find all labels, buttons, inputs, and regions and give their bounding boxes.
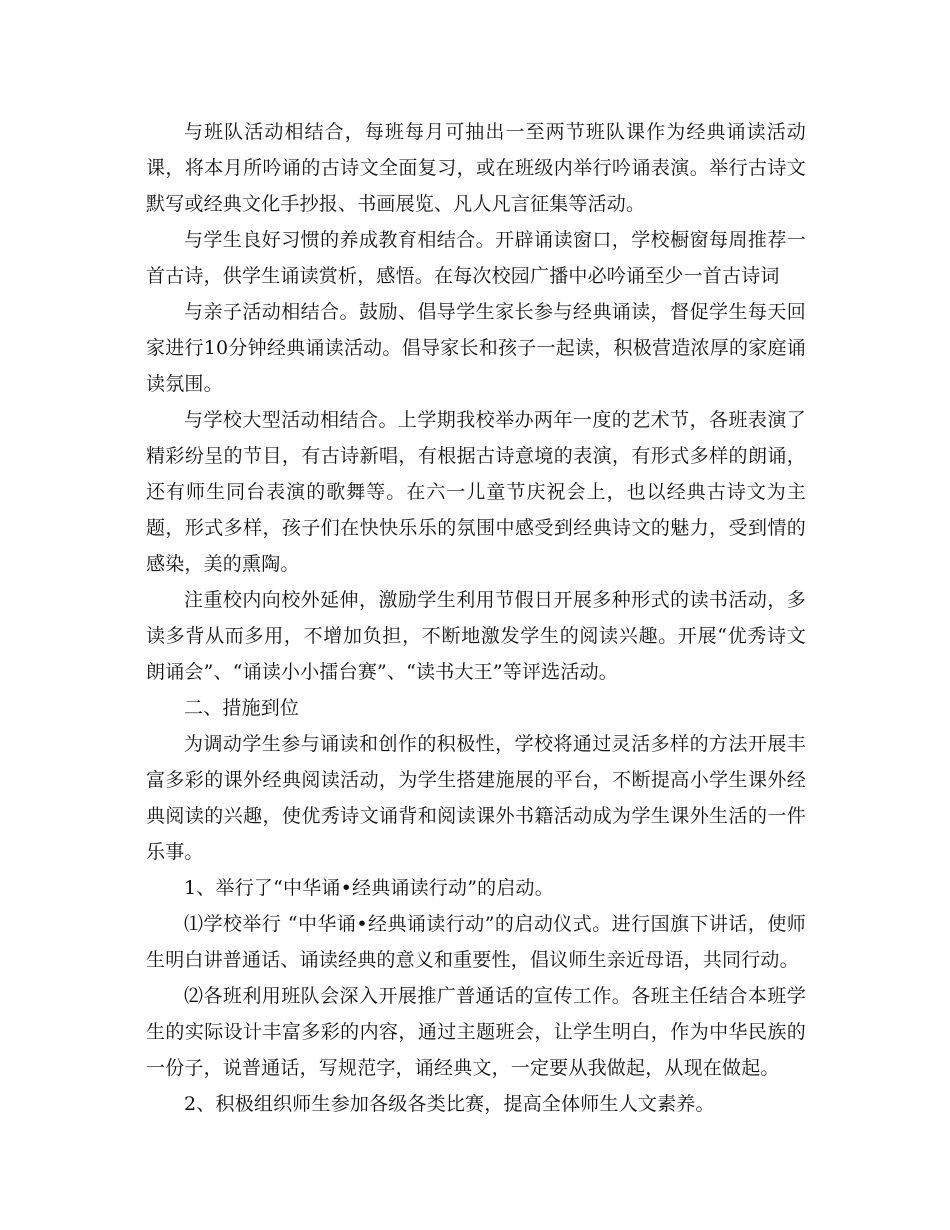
document-body [146,114,806,1122]
paragraph-parent-child: 与亲子活动相结合。鼓励、倡导学生家长参与经典诵读，督促学生每天回家进行10分钟经典诵读活动。倡导家长和孩子一起读，积极营造浓厚的家庭诵读氛围。 [146,301,806,395]
list-item-launch: 1、举行了“中华诵•经典诵读行动”的启动。 [184,877,554,899]
list-item-competitions: 2、积极组织师生参加各级各类比赛，提高全体师生人文素养。 [184,1093,715,1115]
paragraph-measures-intro: 为调动学生参与诵读和创作的积极性，学校将通过灵活多样的方法开展丰富多彩的课外经典阅读活动，为学生搭建施展的平台，不断提高小学生课外经典阅读的兴趣，使优秀诗文诵背和阅读课外书籍活动成为学生课外生活的一件乐事。 [146,733,806,863]
paragraph-habit-education: 与学生良好习惯的养成教育相结合。开辟诵读窗口，学校橱窗每周推荐一首古诗，供学生诵读赏析，感悟。在每次校园广播中必吟诵至少一首古诗词 [146,229,806,287]
list-item-class-meeting: ⑵各班利用班队会深入开展推广普通话的宣传工作。各班主任结合本班学生的实际设计丰富多彩的内容，通过主题班会，让学生明白，作为中华民族的一份子，说普通话，写规范字，诵经典文，一定要从我做起，从现在做起。 [146,985,806,1079]
paragraph-extension: 注重校内向校外延伸，激励学生利用节假日开展多种形式的读书活动，多读多背从而多用，不增加负担，不断地激发学生的阅读兴趣。开展“优秀诗文朗诵会”、“诵读小小擂台赛”、“读书大王”等评选活动。 [146,589,806,683]
section-heading-measures: 二、措施到位 [184,697,300,719]
paragraph-school-events: 与学校大型活动相结合。上学期我校举办两年一度的艺术节，各班表演了精彩纷呈的节目，有古诗新唱，有根据古诗意境的表演，有形式多样的朗诵，还有师生同台表演的歌舞等。在六一儿童节庆祝会上，也以经典古诗文为主题，形式多样，孩子们在快快乐乐的氛围中感受到经典诗文的魅力，受到情的感染，美的熏陶。 [146,409,806,575]
paragraph-class-activity: 与班队活动相结合，每班每月可抽出一至两节班队课作为经典诵读活动课，将本月所吟诵的古诗文全面复习，或在班级内举行吟诵表演。举行古诗文默写或经典文化手抄报、书画展览、凡人凡言征集等活动。 [146,121,806,215]
list-item-ceremony: ⑴学校举行 “中华诵•经典诵读行动”的启动仪式。进行国旗下讲话，使师生明白讲普通话、诵读经典的意义和重要性，倡议师生亲近母语，共同行动。 [146,913,806,971]
